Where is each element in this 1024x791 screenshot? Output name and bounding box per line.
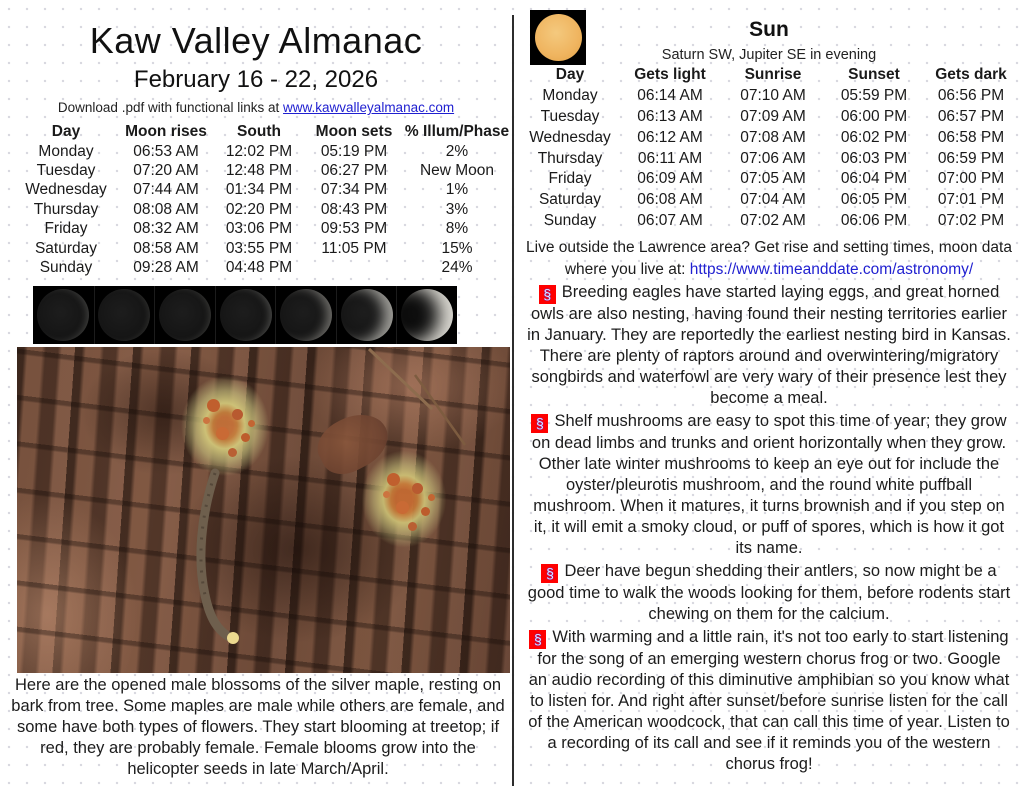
table-cell: 05:19 PM [320,142,388,160]
column-header: Sunrise [744,66,802,84]
page-title: Kaw Valley Almanac [89,20,423,61]
note-eagles-owls [526,282,1012,409]
table-cell: Friday [44,220,88,238]
table-cell: 06:07 AM [637,211,703,229]
almanac-website-link[interactable]: www.kawvalleyalmanac.com [283,100,455,115]
table-cell: 03:06 PM [225,220,293,238]
table-cell: 08:58 AM [133,239,199,257]
table-cell: 06:27 PM [320,162,388,180]
table-cell [304,258,404,277]
planet-visibility-note: Saturn SW, Jupiter SE in evening [661,47,877,63]
table-cell: 07:02 AM [740,211,806,229]
note-deer-antlers [526,561,1012,625]
moon-phase-image [396,286,457,344]
table-row [14,181,510,200]
table-cell: 08:08 AM [133,200,199,218]
table-cell: 06:56 PM [937,87,1005,105]
table-cell: Sunday [543,211,597,229]
table-cell: Saturday [538,191,602,209]
column-header: South [237,123,281,140]
note-text: Deer have begun shedding their antlers, so now might be a good time to walk the woods looking for them, before rodents start chewing on them for the calcium. [527,562,1011,623]
table-cell: 06:08 AM [637,191,703,209]
moon-table [14,122,510,278]
table-row [522,169,1018,190]
table-cell: Wednesday [529,128,611,146]
section-marker-icon: § [531,414,548,433]
table-row [14,239,510,258]
table-cell: 06:05 PM [840,191,908,209]
table-cell: 06:14 AM [637,87,703,105]
table-cell: 12:48 PM [225,162,293,180]
table-row [522,148,1018,169]
sun-table-header-row [522,65,1018,86]
table-row [14,161,510,180]
note-shelf-mushrooms [526,411,1012,559]
table-cell: 07:06 AM [740,149,806,167]
table-row [522,127,1018,148]
table-cell: 08:32 AM [133,220,199,238]
table-cell: 06:11 AM [637,149,703,167]
table-cell: Monday [38,142,94,160]
table-cell: New Moon [419,162,495,180]
twig-overlay [17,347,510,673]
table-cell: 1% [445,181,469,199]
table-cell: 01:34 PM [225,181,293,199]
moon-phase-image [215,286,276,344]
table-row [522,86,1018,107]
table-cell: 15% [441,239,473,257]
column-header: Moon sets [315,123,393,140]
table-row [522,190,1018,211]
table-cell: 06:06 PM [840,211,908,229]
moon-phase-image [33,286,94,344]
moon-phase-image [275,286,336,344]
download-line [0,100,512,115]
table-cell: 12:02 PM [225,142,293,160]
table-cell: 05:59 PM [840,87,908,105]
table-cell: 2% [445,142,469,160]
right-column [514,0,1024,791]
table-cell: 07:20 AM [133,162,199,180]
table-cell: 07:08 AM [740,128,806,146]
note-text: Breeding eagles have started laying eggs, and great horned owls are also nesting, having found their nesting territories earlier in January. They are reportedly the earliest nesting bird in Kansas. There are plenty of raptors around and overwintering/migratory songbirds and waterfowl are very wary of their presence lest they become a meal. [527,283,1011,407]
download-text: Download .pdf with functional links at [57,100,284,115]
table-cell: Wednesday [25,181,107,199]
column-header: Moon rises [125,123,207,140]
table-cell: 11:05 PM [321,239,387,257]
table-cell: 06:13 AM [637,107,703,125]
table-cell: 06:02 PM [840,128,908,146]
column-header: % Illum/Phase [404,123,510,140]
table-cell: 3% [445,200,469,218]
table-row [14,142,510,161]
table-cell: Friday [548,170,592,188]
nature-notes [526,280,1012,777]
sun-table [522,65,1018,231]
photo-caption: Here are the opened male blossoms of the silver maple, resting on bark from tree. Some maples are male while others are female, and some have both types of flowers. They start blooming at treetop; if red, they are probably female. Female blooms grow into the helicopter seeds in late March/April. [11,676,505,778]
table-cell: 06:04 PM [840,170,908,188]
note-chorus-frog-woodcock [526,627,1012,775]
table-row [522,107,1018,128]
table-cell: 06:12 AM [637,128,703,146]
table-cell: Thursday [537,149,603,167]
table-cell: 07:09 AM [740,107,806,125]
table-cell: 07:02 PM [937,211,1005,229]
table-cell: 03:55 PM [225,239,293,257]
column-header: Sunset [848,66,900,84]
table-cell: 09:28 AM [133,259,199,277]
table-cell: Monday [542,87,598,105]
section-marker-icon: § [529,630,546,649]
table-cell: 06:53 AM [133,142,199,160]
note-text: With warming and a little rain, it's not too early to start listening for the song of an emerging western chorus frog or two. Google an audio recording of this diminutive amphibian so you know what to listen for. And right after sunset/before sunrise listen for the call of the American woodcock, that can call this time of year. Listen to a recording of its call and see if it reminds you of the western chorus frog! [528,628,1010,773]
table-cell: 08:43 PM [320,200,388,218]
table-cell: 06:59 PM [937,149,1005,167]
table-cell: Sunday [39,259,93,277]
table-row [522,211,1018,232]
column-header: Gets light [634,66,706,84]
table-cell: 07:10 AM [740,87,806,105]
note-text: Shelf mushrooms are easy to spot this time of year; they grow on dead limbs and trunks and orient horizontally when they grow. Other late winter mushrooms to keep an eye out for include the oyster/pleurotis mushroom, and the round white puffball mushroom. When it matures, it turns brownish and if you step on it, it will emit a smoky cloud, or puff of spores, which is how it got its name. [531,412,1007,557]
table-cell: Saturday [34,239,98,257]
table-cell: 02:20 PM [225,200,293,218]
moon-phase-image [94,286,155,344]
table-cell: 07:04 AM [740,191,806,209]
table-row [14,220,510,239]
table-cell: 06:03 PM [840,149,908,167]
live-outside-text: Live outside the Lawrence area? Get rise and setting times, moon data where you live at: [526,239,1012,278]
table-cell: 07:44 AM [133,181,199,199]
table-cell: Tuesday [36,162,96,180]
sun-section-title: Sun [749,18,789,41]
moon-phase-image [336,286,397,344]
moon-phase-strip [33,286,457,344]
section-marker-icon: § [541,564,558,583]
table-cell: 07:34 PM [320,181,388,199]
moon-phase-image [154,286,215,344]
table-cell: 04:48 PM [225,259,293,277]
table-cell: 8% [445,220,469,238]
silver-maple-blossom-photo [17,347,510,673]
column-header: Day [555,66,585,84]
table-cell: Thursday [33,200,99,218]
timeanddate-link[interactable]: https://www.timeanddate.com/astronomy/ [689,260,974,278]
table-cell: 06:57 PM [937,107,1005,125]
column-header: Day [51,123,81,140]
column-header: Gets dark [935,66,1007,84]
live-outside-note [516,237,1022,280]
moon-table-header-row [14,122,510,142]
table-cell: 09:53 PM [320,220,388,238]
table-cell: 24% [441,259,473,277]
table-row [14,200,510,219]
table-cell: 06:00 PM [840,107,908,125]
date-range: February 16 - 22, 2026 [133,66,379,93]
table-cell: 07:05 AM [740,170,806,188]
table-cell: Tuesday [540,107,600,125]
section-marker-icon: § [539,285,556,304]
table-cell: 06:58 PM [937,128,1005,146]
table-cell: 07:01 PM [937,191,1005,209]
table-row [14,258,510,277]
table-cell: 07:00 PM [937,170,1005,188]
table-cell: 06:09 AM [637,170,703,188]
